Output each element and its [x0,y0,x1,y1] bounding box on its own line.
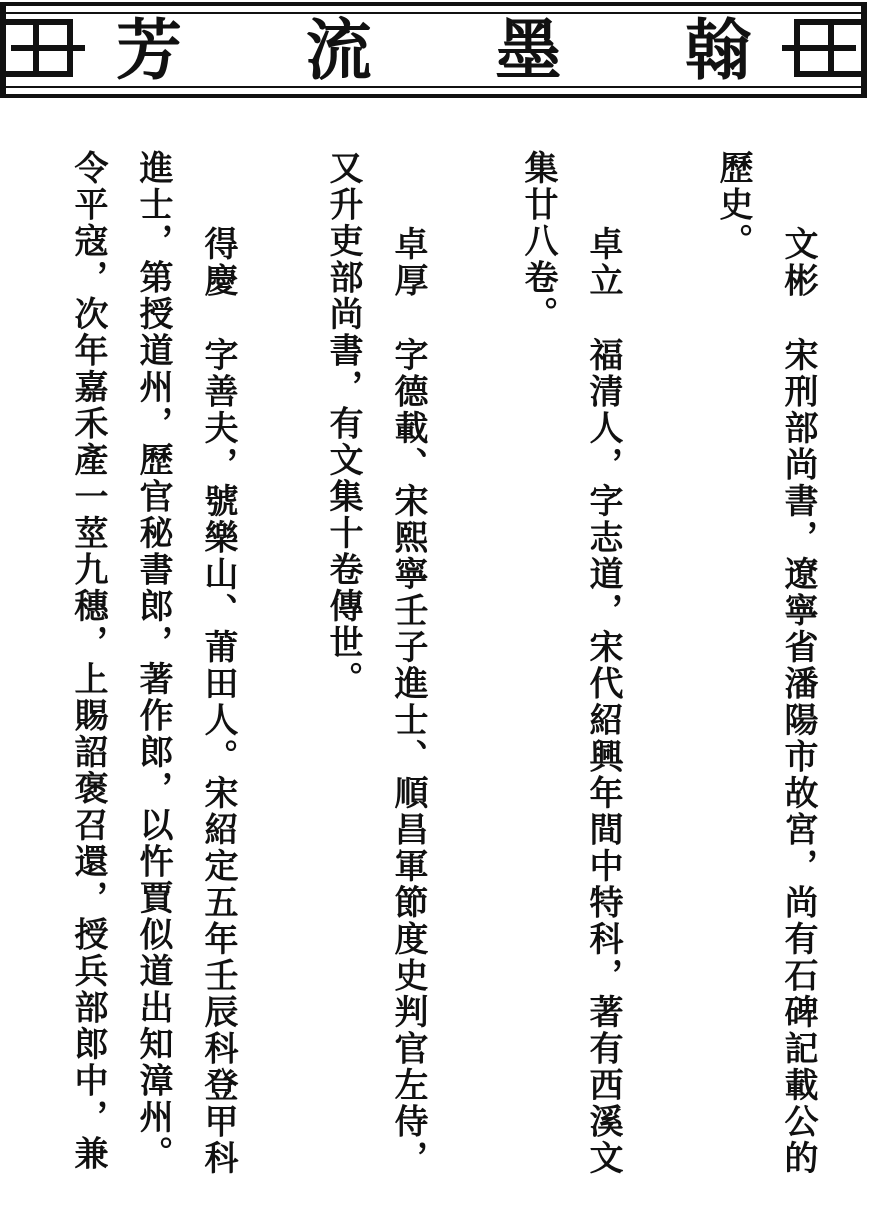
fret-ornament-left-icon [0,2,88,98]
column-text: 又升吏部尚書，有文集十卷傳世。 [323,150,363,698]
banner-char-3: 流 [305,11,372,89]
fret-ornament-right-icon [779,2,867,98]
banner-char-2: 墨 [495,11,562,89]
column-text: 歷史。 [713,150,753,260]
banner-char-1: 翰 [684,11,751,89]
column-text: 集廿八卷。 [518,150,558,333]
text-column-continuation [710,150,753,260]
column-text: 宋刑部尚書，遼寧省潘陽市故宮，尚有石碑記載公的 [778,337,818,1177]
column-text: 福清人，字志道，宋代紹興年間中特科，著有西溪文 [583,337,623,1177]
text-column-wenbin [775,150,818,1177]
column-heading: 卓立 [583,226,623,299]
text-column-continuation [320,150,363,698]
column-text: 進士，第授道州，歷官秘書郎，著作郎，以忤賈似道出知漳州。 [133,150,173,1172]
text-column-zhuohou [385,150,428,1177]
vertical-text-body [50,150,830,1205]
column-text: 令平寇，次年嘉禾產一莖九穗，上賜詔褒召還，授兵部郎中，兼 [68,150,108,1172]
column-heading: 得慶 [198,226,238,299]
column-heading: 卓厚 [388,226,428,299]
column-heading: 文彬 [778,226,818,299]
text-column-continuation [65,150,108,1172]
text-column-deqing [195,150,238,1177]
banner-title [96,6,771,94]
column-text: 字德載、宋熙寧壬子進士、順昌軍節度史判官左侍， [388,337,428,1177]
text-column-continuation [515,150,558,333]
header-banner [6,2,861,98]
text-column-continuation [130,150,173,1172]
column-text: 字善夫，號樂山、莆田人。宋紹定五年壬辰科登甲科 [198,337,238,1177]
text-column-zhuoli [580,150,623,1177]
banner-char-4: 芳 [116,11,182,89]
